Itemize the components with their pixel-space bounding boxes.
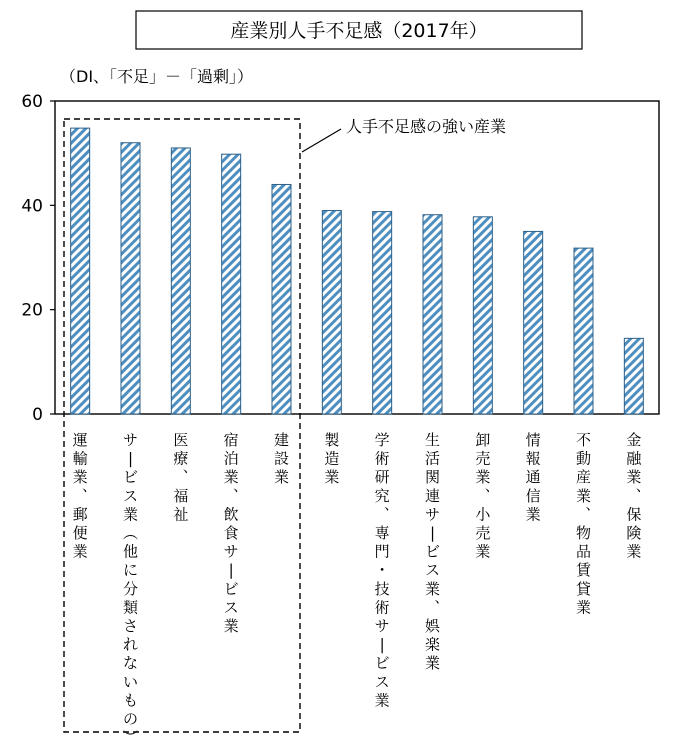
x-tick-label: 建設業 bbox=[273, 431, 290, 487]
x-tick-label: サ|ビス業︵他に分類されないもの︶ bbox=[122, 431, 139, 744]
y-tick-label: 0 bbox=[32, 405, 43, 425]
y-tick-label: 20 bbox=[21, 300, 43, 321]
y-axis-label: （DI、「不足」－「過剰」） bbox=[60, 67, 254, 86]
bar bbox=[171, 148, 190, 414]
bar bbox=[71, 128, 90, 414]
y-tick-label: 60 bbox=[21, 92, 43, 112]
annotation-text: 人手不足感の強い産業 bbox=[346, 117, 507, 136]
x-tick-label: 学術研究︑専門･技術サ|ビス業 bbox=[374, 431, 390, 710]
x-tick-label: 不動産業︑物品賃貸業 bbox=[575, 431, 592, 617]
bar bbox=[272, 184, 291, 414]
x-tick-label: 情報通信業 bbox=[525, 431, 541, 524]
bar bbox=[574, 248, 593, 414]
x-tick-label: 卸売業︑小売業 bbox=[475, 431, 491, 561]
y-tick-label: 40 bbox=[21, 196, 43, 217]
x-tick-label: 製造業 bbox=[324, 431, 340, 487]
bar bbox=[423, 215, 442, 414]
bar bbox=[373, 212, 392, 414]
bar bbox=[322, 211, 341, 414]
bar bbox=[222, 154, 241, 414]
x-tick-label: 運輸業︑郵便業 bbox=[72, 431, 88, 561]
x-tick-label: 生活関連サ|ビス業︑娯楽業 bbox=[424, 431, 441, 673]
plot-frame bbox=[55, 101, 659, 414]
chart-title: 産業別人手不足感（2017年） bbox=[230, 20, 488, 42]
x-tick-labels bbox=[73, 431, 643, 744]
bar bbox=[524, 231, 543, 414]
x-tick-label: 医療︑福祉 bbox=[173, 431, 189, 524]
bar bbox=[624, 338, 643, 414]
y-ticks bbox=[21, 92, 55, 425]
x-tick-label: 宿泊業︑飲食サ|ビス業 bbox=[223, 431, 239, 635]
bar bbox=[473, 217, 492, 414]
annotation-leader-line bbox=[302, 129, 341, 152]
bars bbox=[71, 128, 644, 414]
bar bbox=[121, 143, 140, 414]
x-tick-label: 金融業︑保険業 bbox=[626, 431, 642, 561]
